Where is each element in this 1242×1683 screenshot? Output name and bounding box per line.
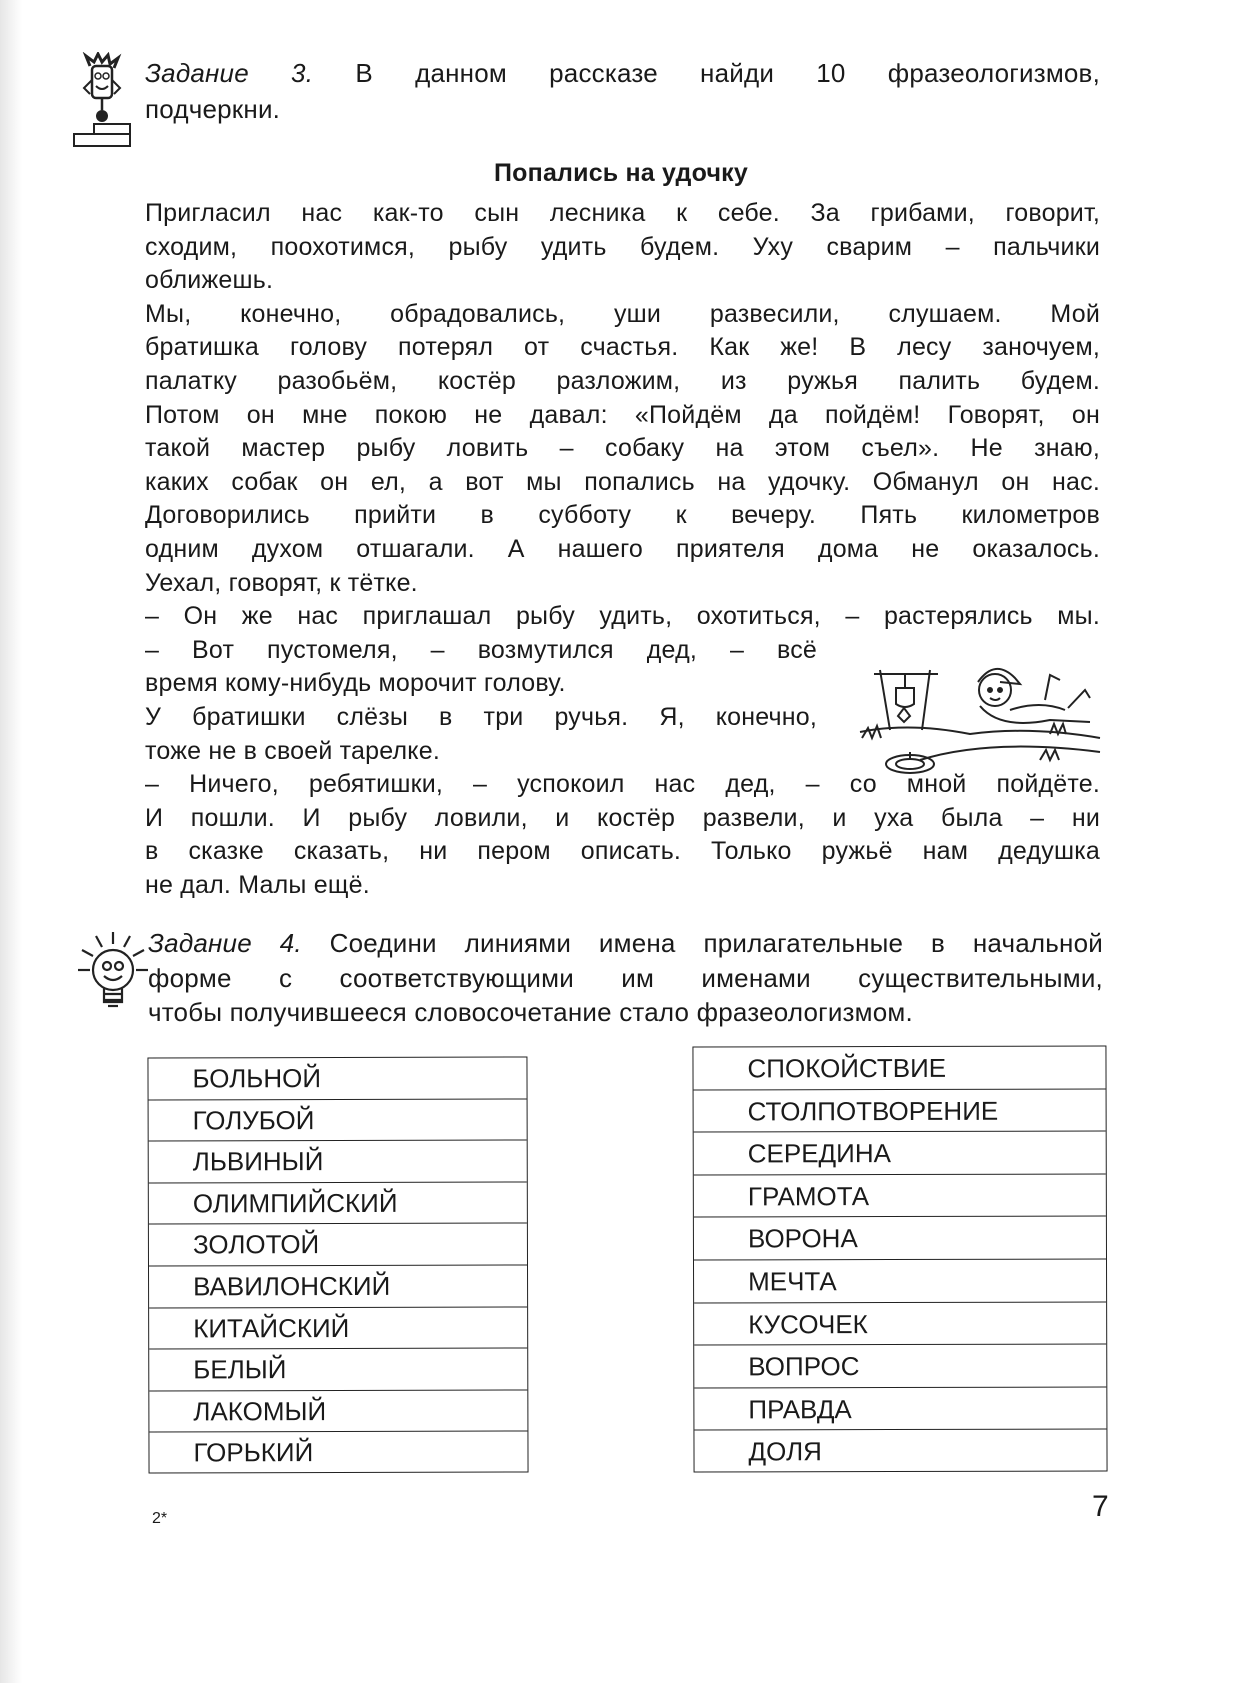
character-on-steps-icon <box>72 52 134 152</box>
noun-cell[interactable]: МЕЧТА <box>694 1259 1106 1303</box>
page-binding-shadow <box>0 0 22 1683</box>
story-line: оближешь. <box>145 266 274 295</box>
task4-label: Задание 4. <box>148 928 302 958</box>
signature-mark: 2* <box>152 1510 168 1527</box>
noun-cell[interactable]: СЕРЕДИНА <box>694 1132 1106 1176</box>
adjective-cell[interactable]: КИТАЙСКИЙ <box>149 1307 527 1350</box>
lightbulb-icon <box>78 930 148 1025</box>
adjectives-table <box>147 1057 528 1474</box>
story-line: братишка голову потерял от счастья. Как же! В лесу заночуем, <box>145 333 1100 362</box>
noun-cell[interactable]: ДОЛЯ <box>748 1436 822 1467</box>
story-line: такой мастер рыбу ловить – собаку на этом съел». Не знаю, <box>145 434 1100 463</box>
story-line: Пригласил нас как-то сын лесника к себе. За грибами, говорит, <box>145 199 1100 227</box>
story-line: Потом он мне покою не давал: «Пойдём да пойдём! Говорят, он <box>145 400 1100 429</box>
task3-text-line2: подчеркни. <box>145 94 281 124</box>
task3-label: Задание 3. <box>145 58 314 88</box>
story-line: одним духом отшагали. А нашего приятеля дома не оказалось. <box>145 535 1100 563</box>
story-line: У братишки слёзы в три ручья. Я, конечно, <box>145 703 817 731</box>
adjective-cell[interactable]: ВАВИЛОНСКИЙ <box>149 1265 527 1308</box>
story-line: время кому-нибудь морочит голову. <box>145 669 566 698</box>
adjective-cell[interactable]: ГОРЬКИЙ <box>193 1437 314 1468</box>
adjective-cell[interactable]: ЛЬВИНЫЙ <box>149 1141 527 1184</box>
nouns-table <box>692 1045 1107 1472</box>
story-line: – Ничего, ребятишки, – успокоил нас дед, – со мной пойдёте. <box>145 770 1100 799</box>
task3-instruction <box>145 56 1100 91</box>
story-line: Мы, конечно, обрадовались, уши развесили, слушаем. Мой <box>145 299 1100 328</box>
noun-cell[interactable]: ВОПРОС <box>694 1345 1106 1389</box>
noun-cell[interactable]: СТОЛПОТВОРЕНИЕ <box>694 1089 1106 1133</box>
noun-cell[interactable]: ВОРОНА <box>694 1217 1106 1261</box>
story-line: – Вот пустомеля, – возмутился дед, – всё <box>145 635 817 664</box>
noun-cell[interactable]: СПОКОЙСТВИЕ <box>693 1046 1105 1090</box>
story-title: Попались на удочку <box>494 159 748 187</box>
adjective-cell[interactable]: БОЛЬНОЙ <box>148 1058 526 1101</box>
story-line: палатку разобьём, костёр разложим, из ружья палить будем. <box>145 367 1100 395</box>
story-line: каких собак он ел, а вот мы попались на удочку. Обманул он нас. <box>145 467 1100 496</box>
story-line: Договорились прийти в субботу к вечеру. Пять километров <box>145 501 1100 530</box>
page-number: 7 <box>1092 1490 1109 1523</box>
story-line: тоже не в своей тарелке. <box>145 736 440 765</box>
adjective-cell[interactable]: ОЛИМПИЙСКИЙ <box>149 1182 527 1225</box>
story-line: Уехал, говорят, к тётке. <box>145 568 418 597</box>
story-line: сходим, поохотимся, рыбу удить будем. Уху сварим – пальчики <box>145 232 1100 261</box>
task4-text-line1: Соедини линиями имена прилагательные в начальной <box>329 928 1103 958</box>
noun-cell[interactable]: ГРАМОТА <box>694 1174 1106 1218</box>
story-line: – Он же нас приглашал рыбу удить, охотиться, – растерялись мы. <box>145 602 1100 631</box>
boy-fishing-illustration <box>850 660 1105 795</box>
story-line: в сказке сказать, ни пером описать. Только ружьё нам дедушка <box>145 837 1100 866</box>
noun-cell[interactable]: КУСОЧЕК <box>694 1302 1106 1346</box>
story-line: не дал. Малы ещё. <box>145 871 370 899</box>
story-line: И пошли. И рыбу ловили, и костёр развели, и уха была – ни <box>145 803 1100 832</box>
adjective-cell[interactable]: ЛАКОМЫЙ <box>149 1390 527 1433</box>
noun-cell[interactable]: ПРАВДА <box>694 1387 1106 1431</box>
task3-text-line1: В данном рассказе найди 10 фразеологизмов, <box>355 58 1100 88</box>
adjective-cell[interactable]: БЕЛЫЙ <box>149 1349 527 1392</box>
task4-text-line3: чтобы получившееся словосочетание стало фразеологизмом. <box>148 997 913 1027</box>
task4-text-line2: форме с соответствующими им именами существительными, <box>148 963 1103 993</box>
adjective-cell[interactable]: ГОЛУБОЙ <box>149 1099 527 1142</box>
adjective-cell[interactable]: ЗОЛОТОЙ <box>149 1224 527 1267</box>
task4-instruction <box>148 926 1103 961</box>
